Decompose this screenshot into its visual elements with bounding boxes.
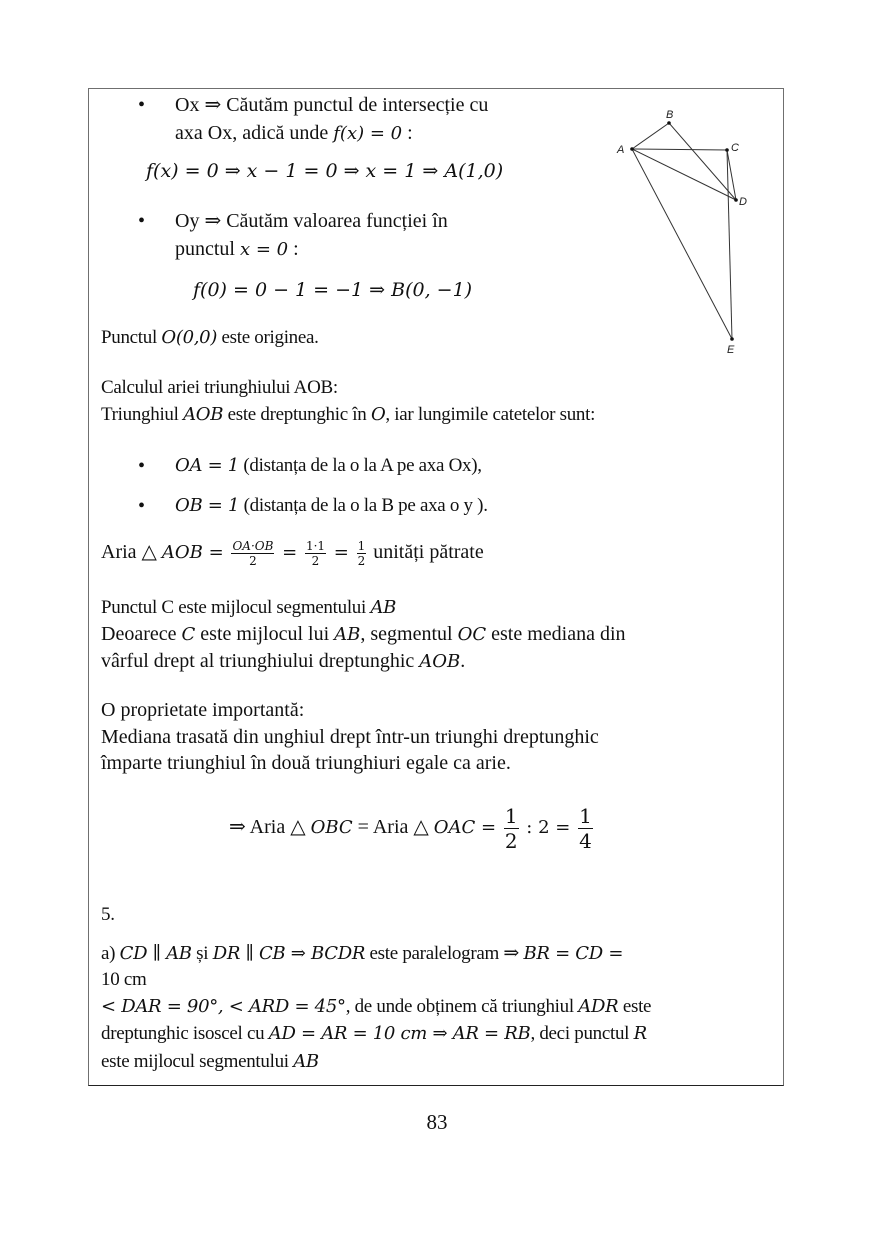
point-label-d: D — [739, 196, 747, 208]
problem5-a-line-1 — [101, 942, 623, 966]
geometry-diagram — [600, 100, 780, 360]
math-expression: DR ∥ CB ⇒ BCDR — [212, 943, 366, 964]
oy-equation: f(0) = 0 − 1 = −1 ⇒ B(0, −1) — [193, 279, 473, 301]
fraction — [305, 539, 326, 568]
math-expression: ADR — [578, 996, 619, 1017]
text: este dreptunghic în — [223, 404, 371, 425]
text: vârful drept al triunghiului dreptunghic — [101, 650, 420, 672]
property-line-1: Mediana trasată din unghiul drept într-un triunghi dreptunghic — [101, 726, 599, 748]
math-expression: AOB — [419, 651, 461, 672]
problem-number: 5. — [101, 904, 115, 925]
problem5-a-line-3 — [101, 995, 651, 1019]
text: Aria △ — [101, 541, 162, 563]
point-label-c: C — [731, 142, 739, 154]
text: punctul — [175, 238, 240, 260]
leg-ob-line — [175, 494, 488, 518]
bullet: • — [138, 210, 146, 232]
bullet: • — [138, 495, 146, 517]
fraction — [578, 804, 593, 853]
numerator: 1 — [579, 803, 592, 828]
math-expression: AOB — [183, 404, 224, 425]
text: și — [191, 943, 213, 964]
text: a) — [101, 943, 120, 964]
text: : 2 = — [520, 817, 577, 838]
math-expression: OA = 1 — [175, 455, 239, 476]
text: Triunghiul — [101, 404, 184, 425]
area-heading: Calculul ariei triunghiului AOB: — [101, 377, 338, 398]
denominator: 4 — [579, 828, 592, 853]
text: este originea. — [217, 327, 319, 348]
denominator: 2 — [504, 828, 518, 853]
problem5-a-line-4 — [101, 1022, 647, 1046]
bullet: • — [138, 455, 146, 477]
numerator: 1 — [357, 538, 366, 553]
text: unități pătrate — [368, 541, 484, 563]
point-label-b: B — [666, 109, 674, 121]
math-expression: AOB — [161, 542, 203, 563]
text: Punctul C este mijlocul segmentului — [101, 597, 371, 618]
numerator: 1·1 — [305, 538, 326, 553]
math-expression: OAC — [433, 817, 476, 838]
fraction — [504, 804, 519, 853]
math-expression: AD = AR = 10 cm ⇒ AR = RB — [268, 1023, 531, 1044]
math-expression: OB = 1 — [175, 495, 240, 516]
math-expression: BR = CD = — [523, 943, 624, 964]
midpoint-line-3 — [101, 649, 465, 674]
text: dreptunghic isoscel cu — [101, 1023, 269, 1044]
text: (distanța de la o la A pe axa Ox), — [238, 455, 482, 476]
equals: = — [202, 542, 230, 563]
math-expression: AB — [370, 597, 397, 618]
math-expression: O(0,0) — [161, 327, 218, 348]
area-formula: Aria △ AOB = $\frac{OA\cdot OB}{2}$ = $\frac{1\cdot 1}{2}$ = $\frac{1}{2}$ unități pătrate — [101, 538, 484, 568]
text: este — [618, 996, 652, 1017]
math-expression: CD ∥ AB — [119, 943, 192, 964]
area-intro-line — [101, 403, 595, 427]
ox-equation: f(x) = 0 ⇒ x − 1 = 0 ⇒ x = 1 ⇒ A(1,0) — [146, 160, 504, 182]
math-expression: OC — [457, 624, 487, 645]
text: Deoarece — [101, 623, 182, 645]
problem5-a-line-5 — [101, 1050, 319, 1074]
text: este mijlocul segmentului — [101, 1051, 294, 1072]
point-label-e: E — [727, 344, 735, 356]
text: . — [460, 650, 466, 672]
origin-line — [101, 326, 319, 350]
property-heading: O proprietate importantă: — [101, 699, 305, 721]
math-expression: x = 0 — [240, 239, 289, 260]
numerator: OA·OB — [232, 538, 274, 553]
text: este mijlocul lui — [195, 623, 335, 645]
fraction — [357, 539, 367, 568]
ox-line-2 — [175, 121, 413, 146]
text: : — [402, 122, 413, 144]
equals: = — [475, 817, 502, 838]
property-line-2: împarte triunghiul în două triunghiuri egale ca arie. — [101, 752, 511, 774]
text: , de unde obținem că triunghiul — [345, 996, 579, 1017]
denominator: 2 — [311, 553, 320, 568]
text: , deci punctul — [530, 1023, 634, 1044]
math-expression: AB — [293, 1051, 319, 1072]
denominator: 2 — [249, 553, 257, 568]
text: este paralelogram ⇒ — [365, 943, 524, 964]
oy-line-1: Oy ⇒ Căutăm valoarea funcției în — [175, 210, 448, 232]
text: axa Ox, adică unde — [175, 122, 334, 144]
math-expression: < DAR = 90°, < ARD = 45° — [101, 996, 346, 1017]
text: ⇒ Aria △ — [229, 816, 311, 838]
point-label-a: A — [617, 144, 625, 156]
bullet: • — [138, 94, 146, 116]
math-expression: O — [370, 404, 386, 425]
text: (distanța de la o la B pe axa o y ). — [239, 495, 488, 516]
text: : — [288, 238, 299, 260]
denominator: 2 — [357, 553, 366, 568]
text: , segmentul — [360, 623, 458, 645]
midpoint-line-2 — [101, 622, 626, 647]
math-expression: AB — [334, 624, 361, 645]
fraction — [231, 539, 274, 568]
text: Punctul — [101, 327, 162, 348]
page-number: 83 — [426, 1110, 448, 1134]
math-expression: f(x) = 0 — [333, 123, 403, 144]
problem5-a-line-2: 10 cm — [101, 969, 147, 990]
median-area-formula — [229, 803, 595, 853]
leg-oa-line — [175, 454, 482, 478]
numerator: 1 — [504, 803, 518, 828]
midpoint-line-1 — [101, 596, 396, 620]
ox-line-1: Ox ⇒ Căutăm punctul de intersecție cu — [175, 94, 489, 116]
math-expression: C — [181, 624, 196, 645]
text: = Aria △ — [352, 816, 434, 838]
text: , iar lungimile catetelor sunt: — [385, 404, 596, 425]
oy-line-2 — [175, 237, 299, 262]
math-expression: R — [633, 1023, 647, 1044]
math-expression: OBC — [310, 817, 353, 838]
text: este mediana din — [486, 623, 626, 645]
